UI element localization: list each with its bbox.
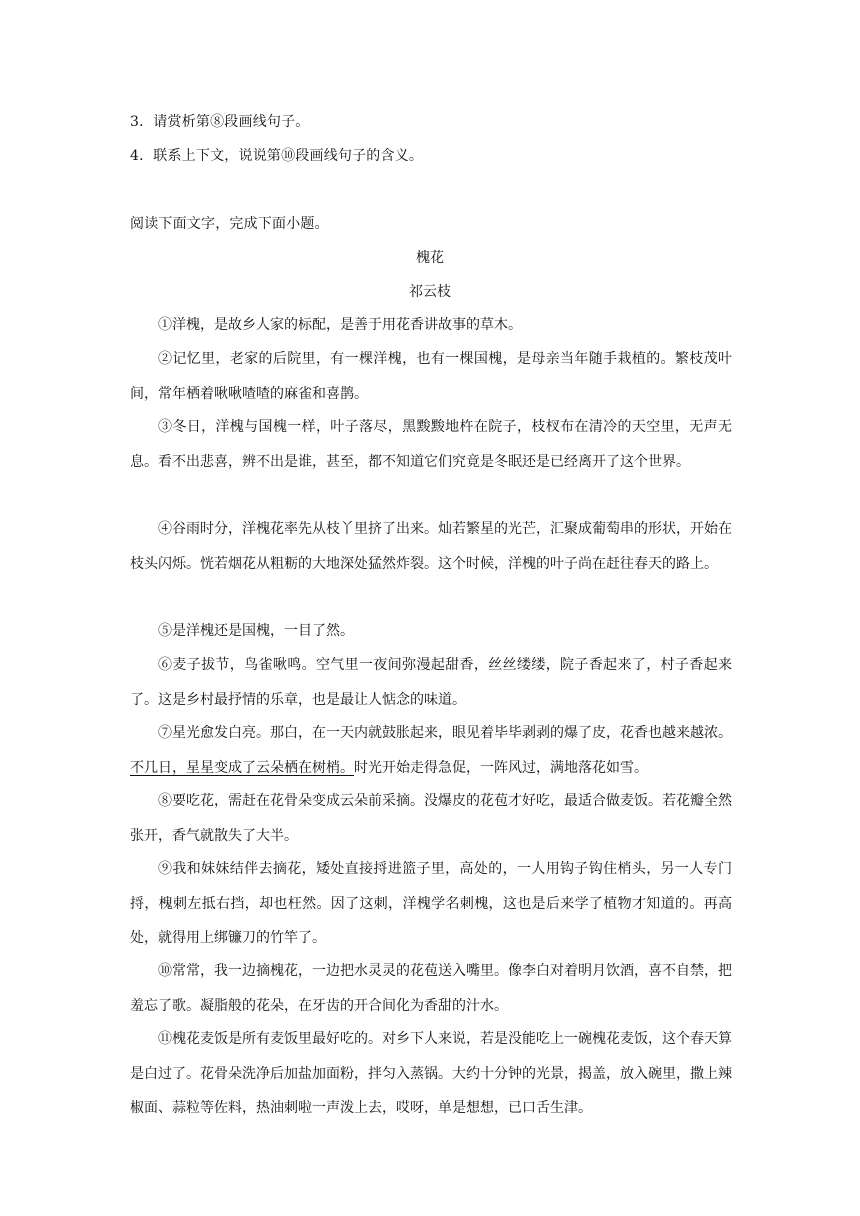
paragraph-8: ⑧要吃花，需赶在花骨朵变成云朵前采摘。没爆皮的花苞才好吃，最适合做麦饭。若花瓣全然张开，香气就散失了大半。 xyxy=(130,793,732,844)
question-4: 4．联系上下文，说说第⑩段画线句子的含义。 xyxy=(130,148,424,164)
paragraph-6: ⑥麦子拔节，鸟雀啾鸣。空气里一夜间弥漫起甜香，丝丝缕缕，院子香起来了，村子香起来了。这是乡村最抒情的乐章，也是最让人惦念的味道。 xyxy=(130,657,732,708)
paragraph-7-underlined-sentence: 不几日，星星变成了云朵栖在树梢。 xyxy=(130,759,354,776)
question-3: 3．请赏析第⑧段画线句子。 xyxy=(130,114,310,130)
article-title: 槐花 xyxy=(416,250,444,266)
paragraph-2: ②记忆里，老家的后院里，有一棵洋槐，也有一棵国槐，是母亲当年随手栽植的。繁枝茂叶间，常年栖着啾啾喳喳的麻雀和喜鹊。 xyxy=(130,351,732,402)
reading-instruction: 阅读下面文字，完成下面小题。 xyxy=(130,216,329,232)
paragraph-11: ⑪槐花麦饭是所有麦饭里最好吃的。对乡下人来说，若是没能吃上一碗槐花麦饭，这个春天算是白过了。花骨朵洗净后加盐加面粉，拌匀入蒸锅。大约十分钟的光景，揭盖，放入碗里，撒上辣椒面、蒜粒等佐料，热油刺啦一声泼上去，哎呀，单是想想，已口舌生津。 xyxy=(130,1031,732,1116)
article-author: 祁云枝 xyxy=(409,284,451,300)
paragraph-7 xyxy=(130,716,732,785)
paragraph-7-text: ⑦星光愈发白亮。那白，在一天内就鼓胀起来，眼见着毕毕剥剥的爆了皮，花香也越来越浓。 xyxy=(158,725,732,741)
paragraph-10: ⑩常常，我一边摘槐花，一边把水灵灵的花苞送入嘴里。像李白对着明月饮酒，喜不自禁，把羞忘了歌。凝脂般的花朵，在牙齿的开合间化为香甜的汁水。 xyxy=(130,963,732,1014)
paragraph-7-text-end: 时光开始走得急促，一阵风过，满地落花如雪。 xyxy=(354,759,648,776)
paragraph-4: ④谷雨时分，洋槐花率先从枝丫里挤了出来。灿若繁星的光芒，汇聚成葡萄串的形状，开始在枝头闪烁。恍若烟花从粗粝的大地深处猛然炸裂。这个时候，洋槐的叶子尚在赶往春天的路上。 xyxy=(130,521,732,572)
paragraph-5: ⑤是洋槐还是国槐，一目了然。 xyxy=(158,623,354,639)
paragraph-3: ③冬日，洋槐与国槐一样，叶子落尽，黑黢黢地杵在院子，枝杈布在清冷的天空里，无声无息。看不出悲喜，辨不出是谁，甚至，都不知道它们究竟是冬眠还是已经离开了这个世界。 xyxy=(130,419,732,470)
paragraph-1: ①洋槐，是故乡人家的标配，是善于用花香讲故事的草木。 xyxy=(158,317,522,333)
paragraph-9: ⑨我和妹妹结伴去摘花，矮处直接捋进篮子里，高处的，一人用钩子钩住梢头，另一人专门捋，槐刺左抵右挡，却也枉然。因了这刺，洋槐学名刺槐，这也是后来学了植物才知道的。再高处，就得用上绑镰刀的竹竿了。 xyxy=(130,861,732,946)
